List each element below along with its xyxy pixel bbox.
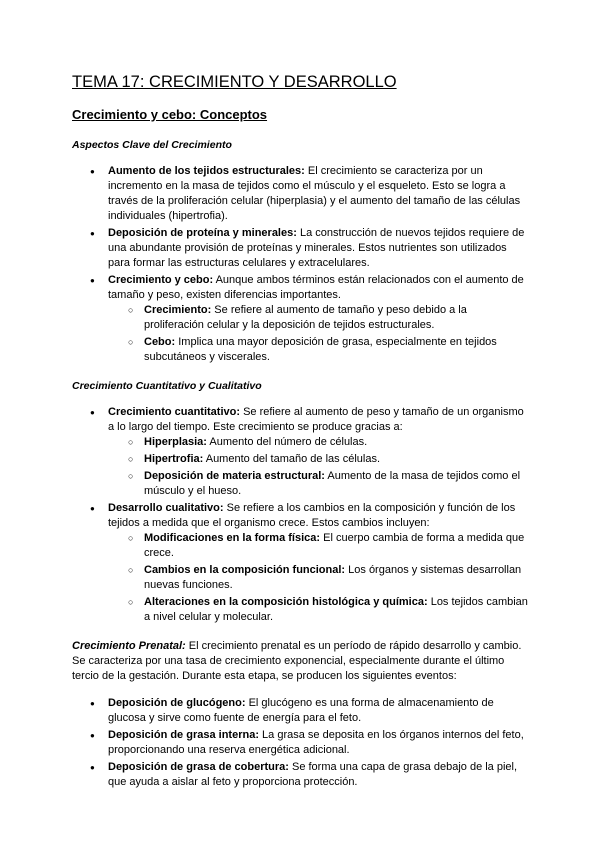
item-text: Se refiere al aumento de peso y tamaño de un organismo a lo largo del tiempo. Este crecimiento se produce gracias a: [108, 406, 524, 433]
prenatal-lead: Crecimiento Prenatal: [72, 640, 186, 652]
sublist-item [108, 469, 528, 499]
sublist [108, 303, 528, 365]
list-item [72, 501, 528, 625]
item-text: Implica una mayor deposición de grasa, especialmente en tejidos subcutáneos y viscerales. [144, 336, 497, 363]
prenatal-list [72, 696, 528, 790]
prenatal-text: El crecimiento prenatal es un período de rápido desarrollo y cambio. Se caracteriza por una tasa de crecimiento exponencial, especialmente durante el último tercio de la gestación. Durante esta etapa, se producen los siguientes eventos: [72, 640, 522, 682]
list-item [72, 405, 528, 499]
item-term: Modificaciones en la forma física: [144, 532, 321, 544]
page-title: TEMA 17: CRECIMIENTO Y DESARROLLO [72, 73, 397, 91]
sublist [108, 435, 528, 499]
list-item [72, 164, 528, 224]
item-term: Deposición de grasa interna: [108, 729, 259, 741]
list-item [72, 728, 528, 758]
aspectos-list [72, 164, 528, 365]
item-term: Deposición de grasa de cobertura: [108, 761, 289, 773]
sublist-item [108, 531, 528, 561]
list-item [72, 273, 528, 365]
item-term: Cebo: [144, 336, 176, 348]
sublist-item [108, 452, 528, 467]
item-term: Crecimiento: [144, 304, 212, 316]
item-term: Crecimiento cuantitativo: [108, 406, 241, 418]
item-term: Deposición de proteína y minerales: [108, 227, 297, 239]
item-term: Deposición de glucógeno: [108, 697, 246, 709]
item-term: Aumento de los tejidos estructurales: [108, 165, 305, 177]
sublist-item [108, 595, 528, 625]
item-term: Deposición de materia estructural: [144, 470, 325, 482]
item-text: El glucógeno es una forma de almacenamiento de glucosa y sirve como fuente de energía para el feto. [108, 697, 494, 724]
item-text: El cuerpo cambia de forma a medida que crece. [144, 532, 525, 559]
cuantitativo-list [72, 405, 528, 625]
item-term: Hipertrofia: [144, 453, 204, 465]
sublist-item [108, 303, 528, 333]
item-text: Los órganos y sistemas desarrollan nuevas funciones. [144, 564, 522, 591]
sublist [108, 531, 528, 625]
sublist-item [108, 563, 528, 593]
item-text: Aunque ambos términos están relacionados con el aumento de tamaño y peso, existen diferencias importantes. [108, 274, 524, 301]
sublist-item [108, 335, 528, 365]
item-text: Aumento del número de células. [206, 436, 368, 448]
item-term: Hiperplasia: [144, 436, 207, 448]
subsection-heading-cuantitativo: Crecimiento Cuantitativo y Cualitativo [72, 380, 262, 392]
document-page [72, 72, 528, 792]
list-item [72, 226, 528, 271]
item-text: La construcción de nuevos tejidos requiere de una abundante provisión de proteínas y minerales. Estos nutrientes son utilizados para formar las estructuras celulares y extracelulares. [108, 227, 525, 269]
item-term: Alteraciones en la composición histológica y química: [144, 596, 428, 608]
item-text: Los tejidos cambian a nivel celular y molecular. [144, 596, 528, 623]
section-heading-conceptos: Crecimiento y cebo: Conceptos [72, 107, 268, 122]
list-item [72, 760, 528, 790]
prenatal-paragraph [72, 639, 528, 684]
item-term: Cambios en la composición funcional: [144, 564, 346, 576]
item-text: Se refiere a los cambios en la composición y función de los tejidos a medida que el organismo crece. Estos cambios incluyen: [108, 502, 516, 529]
item-text: Aumento del tamaño de las células. [203, 453, 381, 465]
item-text: Aumento de la masa de tejidos como el músculo y el hueso. [144, 470, 521, 497]
list-item [72, 696, 528, 726]
item-term: Crecimiento y cebo: [108, 274, 214, 286]
item-term: Desarrollo cualitativo: [108, 502, 224, 514]
item-text: Se forma una capa de grasa debajo de la piel, que ayuda a aislar al feto y proporciona protección. [108, 761, 518, 788]
subsection-heading-aspectos: Aspectos Clave del Crecimiento [72, 139, 232, 151]
item-text: El crecimiento se caracteriza por un incremento en la masa de tejidos como el músculo y el esqueleto. Esto se logra a través de la proliferación celular (hiperplasia) y el aumento del tamaño de las células individuales (hipertrofia). [108, 165, 521, 222]
item-text: La grasa se deposita en los órganos internos del feto, proporcionando una reserva energética adicional. [108, 729, 524, 756]
item-text: Se refiere al aumento de tamaño y peso debido a la proliferación celular y la deposición de tejidos estructurales. [144, 304, 467, 331]
sublist-item [108, 435, 528, 450]
